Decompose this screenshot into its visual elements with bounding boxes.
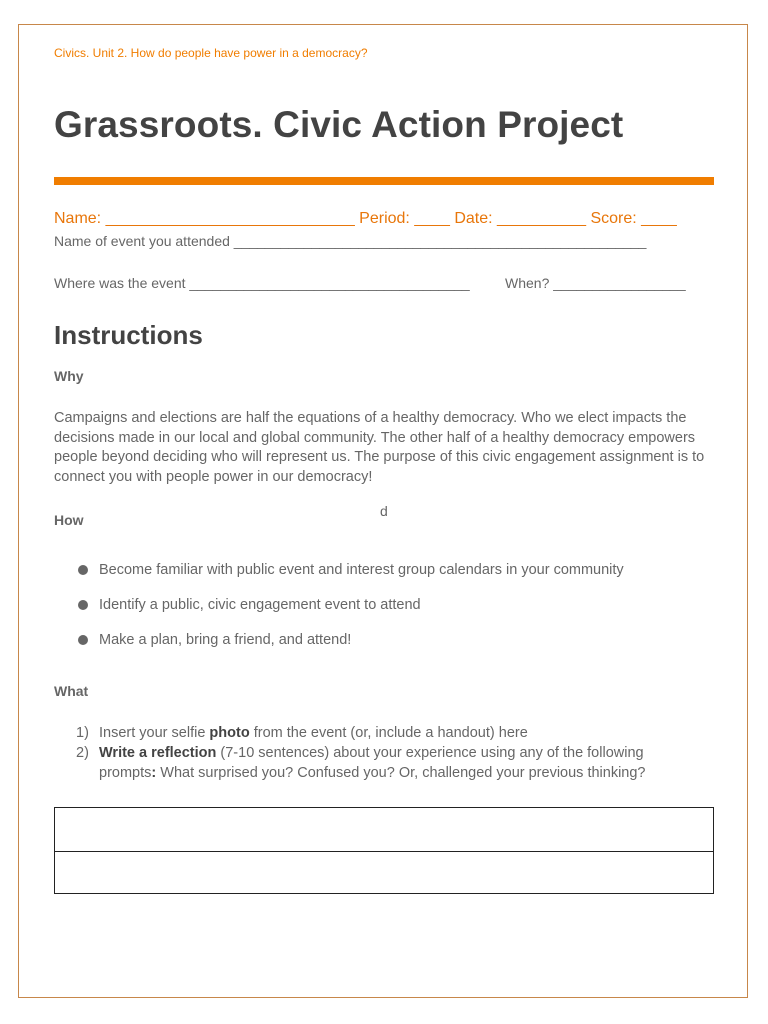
reflection-answer-table[interactable] (54, 807, 714, 894)
why-paragraph: Campaigns and elections are half the equations of a healthy democracy. Who we elect impacts the decisions made in our local and global community. The other half of a healthy democracy empowers people beyond deciding who will represent us. The purpose of this civic engagement assignment is to connect you with people power in our democracy! (54, 410, 705, 485)
list-item-bold: Write a reflection (99, 745, 217, 761)
list-item (76, 744, 716, 783)
table-row-divider (55, 851, 713, 852)
list-item (78, 597, 421, 613)
list-item-bold: photo (209, 725, 250, 741)
list-item-text: Become familiar with public event and interest group calendars in your community (99, 562, 624, 578)
list-item-text: Insert your selfie (99, 725, 210, 741)
list-item (76, 724, 716, 744)
list-item-text: Identify a public, civic engagement event to attend (99, 597, 421, 613)
how-heading: How (54, 512, 84, 528)
bullet-icon (78, 635, 88, 645)
title-rule-divider (54, 177, 714, 185)
list-item-text: What surprised you? Confused you? Or, challenged your previous thinking? (156, 764, 646, 781)
list-number: 1) (76, 725, 89, 741)
event-date-field[interactable]: When? _________________ (505, 275, 686, 291)
bullet-icon (78, 565, 88, 575)
event-name-field[interactable]: Name of event you attended _____________________________________________________ (54, 233, 647, 249)
bullet-icon (78, 600, 88, 610)
list-item-text: Make a plan, bring a friend, and attend! (99, 632, 352, 648)
list-item-text: from the event (or, include a handout) here (249, 725, 528, 741)
student-info-line[interactable]: Name: ____________________________ Period: ____ Date: __________ Score: ____ (54, 210, 677, 227)
what-heading: What (54, 683, 89, 699)
instructions-heading: Instructions (54, 320, 203, 350)
stray-character: d (380, 503, 388, 519)
event-location-field[interactable]: Where was the event ____________________________________ (54, 275, 470, 291)
list-item-text: (7-10 sentences) about your experience using any of the following (216, 745, 644, 761)
page-title: Grassroots. Civic Action Project (54, 104, 624, 145)
why-heading: Why (54, 368, 84, 384)
unit-kicker: Civics. Unit 2. How do people have power in a democracy? (54, 46, 368, 60)
list-item (78, 632, 351, 648)
list-item-bold: : (151, 764, 157, 781)
list-number: 2) (76, 745, 89, 761)
list-item (78, 562, 624, 578)
list-item-text: prompts (99, 764, 152, 781)
